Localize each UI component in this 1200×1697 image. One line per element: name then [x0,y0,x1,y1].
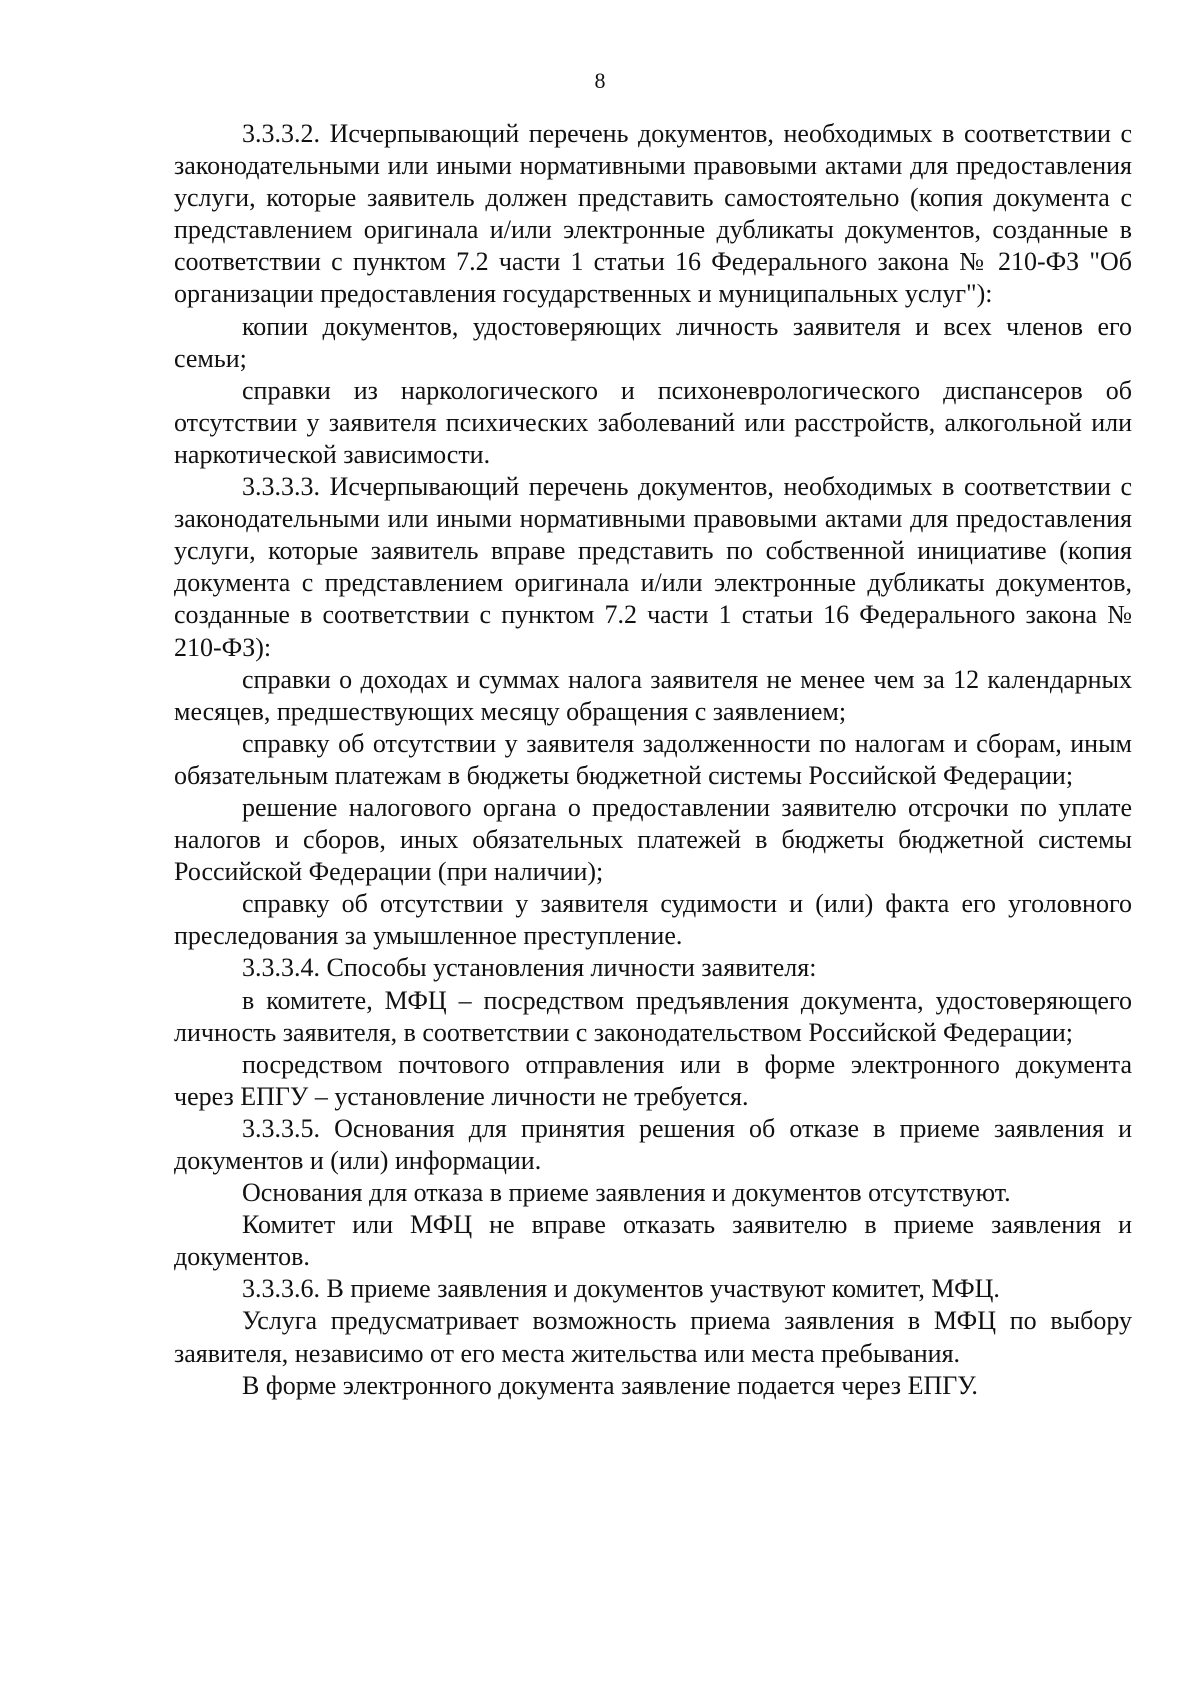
paragraph-income-certificates: справки о доходах и суммах налога заявителя не менее чем за 12 календарных месяцев, предшествующих месяцу обращения с заявлением; [174,664,1132,726]
paragraph-3-3-3-5: 3.3.3.5. Основания для принятия решения об отказе в приеме заявления и документов и (или) информации. [174,1113,1132,1175]
paragraph-identity-remote: посредством почтового отправления или в форме электронного документа через ЕПГУ – установление личности не требуется. [174,1049,1132,1111]
paragraph-mfc-choice: Услуга предусматривает возможность приема заявления в МФЦ по выбору заявителя, независимо от его места жительства или места пребывания. [174,1306,1132,1368]
paragraph-3-3-3-4: 3.3.3.4. Способы установления личности заявителя: [242,953,817,983]
paragraph-electronic-submission: В форме электронного документа заявление подается через ЕПГУ. [242,1370,978,1400]
paragraph-tax-debt-certificate: справку об отсутствии у заявителя задолженности по налогам и сборам, иным обязательным платежам в бюджеты бюджетной системы Российской Федерации; [174,728,1132,790]
paragraph-tax-deferral-decision: решение налогового органа о предоставлении заявителю отсрочки по уплате налогов и сборов, иных обязательных платежей в бюджеты бюджетной системы Российской Федерации (при наличии); [174,792,1132,887]
paragraph-identity-in-person: в комитете, МФЦ – посредством предъявления документа, удостоверяющего личность заявителя, в соответствии с законодательством Российской Федерации; [174,985,1132,1047]
paragraph-3-3-3-3: 3.3.3.3. Исчерпывающий перечень документов, необходимых в соответствии с законодательными или иными нормативными правовыми актами для предоставления услуги, которые заявитель вправе представить по собственной инициативе (копия документа с представлением оригинала и/или электронные дубликаты документов, созданные в соответствии с пунктом 7.2 части 1 статьи 16 Федерального закона № 210-ФЗ): [174,472,1132,662]
page-number: 8 [594,68,606,93]
paragraph-no-refusal-right: Комитет или МФЦ не вправе отказать заявителю в приеме заявления и документов. [174,1210,1132,1272]
paragraph-identity-copies: копии документов, удостоверяющих личность заявителя и всех членов его семьи; [174,311,1132,373]
paragraph-3-3-3-6: 3.3.3.6. В приеме заявления и документов участвуют комитет, МФЦ. [242,1274,1000,1304]
document-body [174,118,1132,1402]
paragraph-criminal-record-certificate: справку об отсутствии у заявителя судимости и (или) факта его уголовного преследования за умышленное преступление. [174,889,1132,951]
paragraph-3-3-3-2: 3.3.3.2. Исчерпывающий перечень документов, необходимых в соответствии с законодательными или иными нормативными правовыми актами для предоставления услуги, которые заявитель должен представить самостоятельно (копия документа с представлением оригинала и/или электронные дубликаты документов, созданные в соответствии с пунктом 7.2 части 1 статьи 16 Федерального закона № 210-ФЗ "Об организации предоставления государственных и муниципальных услуг"): [174,119,1132,309]
paragraph-no-refusal-grounds: Основания для отказа в приеме заявления и документов отсутствуют. [242,1178,1011,1208]
paragraph-medical-certificates: справки из наркологического и психоневрологического диспансеров об отсутствии у заявителя психических заболеваний или расстройств, алкогольной или наркотической зависимости. [174,375,1132,469]
